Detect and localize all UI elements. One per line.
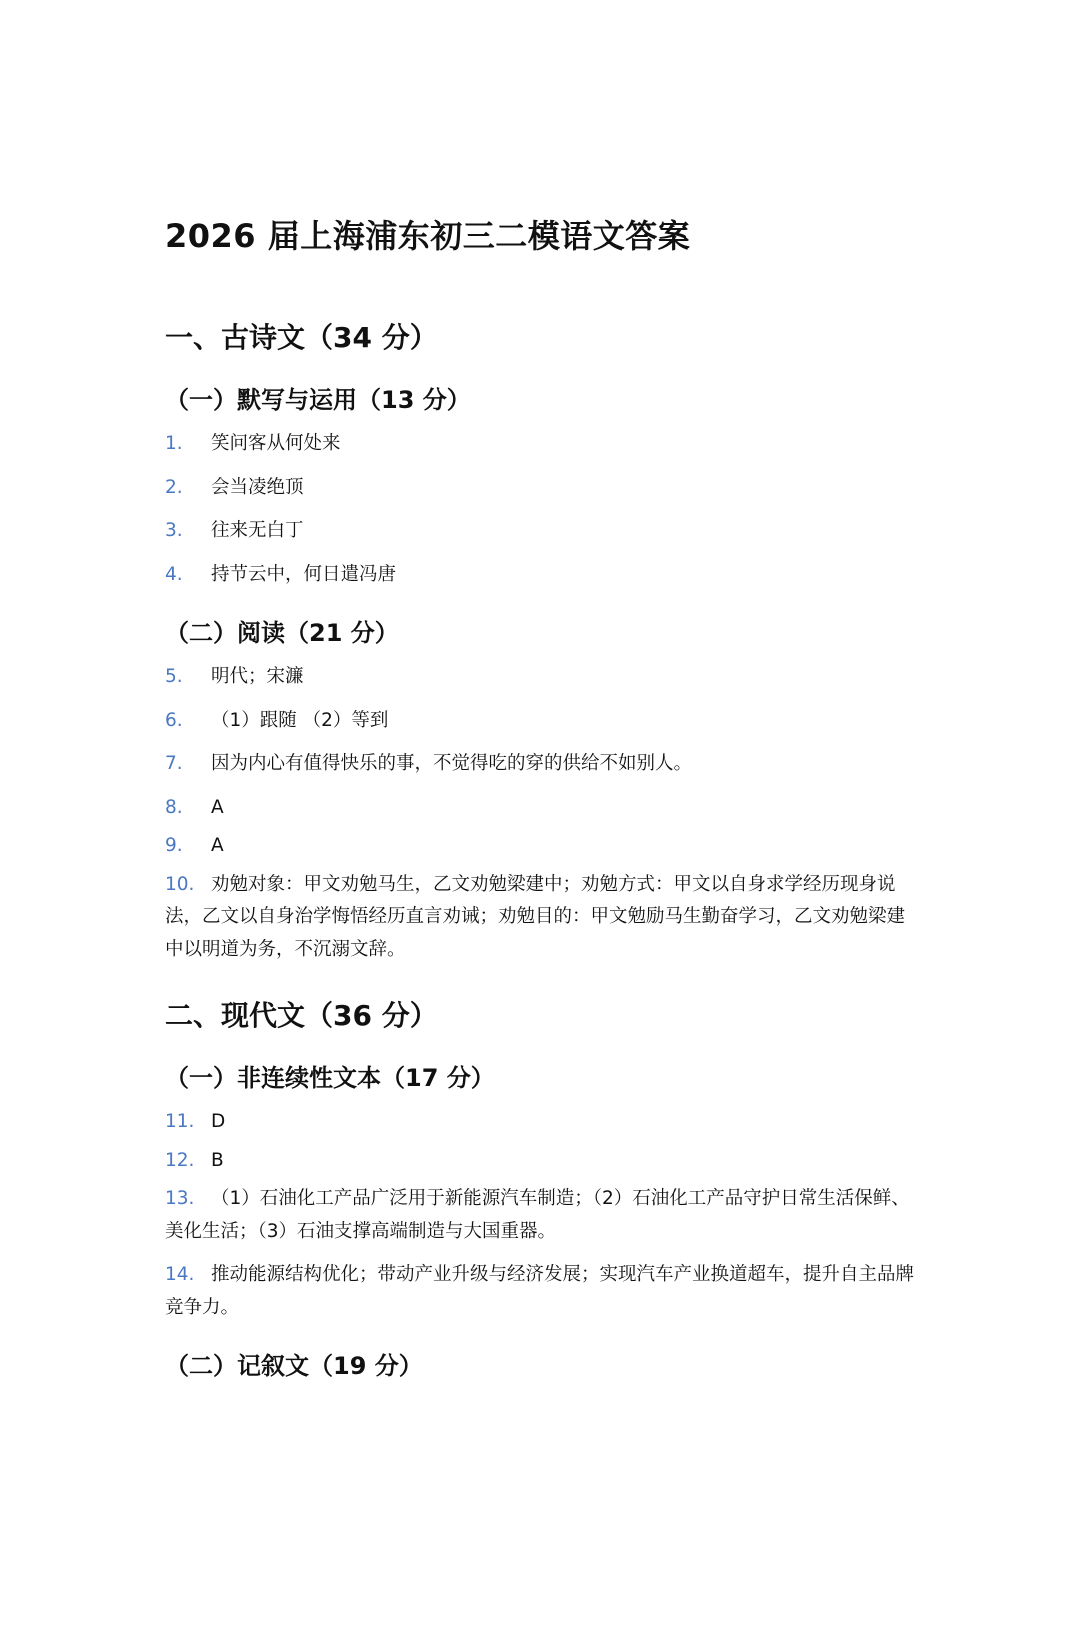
answer-item [165,1183,920,1248]
answer-item [165,1106,920,1139]
answer-text: 会当凌绝顶 [211,476,304,498]
answer-text: 往来无白丁 [211,520,304,541]
answer-number: 7. [165,753,183,774]
answer-number: 13. [165,1188,195,1209]
answer-item [165,748,920,781]
answer-number: 1. [165,433,183,454]
answer-text: A [211,835,224,856]
answer-number: 5. [165,666,183,687]
answer-text: D [211,1111,226,1132]
answer-item [165,515,920,548]
answer-text: 推动能源结构优化；带动产业升级与经济发展；实现汽车产业换道超车，提升自主品牌竞争力。 [165,1264,915,1318]
answer-text: B [211,1149,224,1171]
answer-text: 因为内心有值得快乐的事，不觉得吃的穿的供给不如别人。 [211,753,693,774]
answer-text: 劝勉对象：甲文劝勉马生，乙文劝勉梁建中；劝勉方式：甲文以自身求学经历现身说法，乙文以自身治学悔悟经历直言劝诫；劝勉目的：甲文勉励马生勤奋学习，乙文劝勉梁建中以明道为务，不沉溺文辞。 [165,873,906,960]
answer-item [165,869,920,967]
answer-item [165,792,920,825]
answer-number: 3. [165,520,183,541]
answer-item [165,830,920,863]
answer-text: 笑问客从何处来 [211,433,341,454]
section-title-modern: 二、现代文（36 分） [165,999,438,1032]
answer-list-dictation [165,428,920,591]
answer-number: 6. [165,709,183,731]
answer-item [165,472,920,505]
document-title: 2026 届上海浦东初三二模语文答案 [165,217,691,255]
subsection-title-noncontinuous: （一）非连续性文本（17 分） [165,1064,495,1092]
answer-list-reading [165,661,920,966]
answer-item [165,1145,920,1178]
answer-text: 明代；宋濂 [211,666,304,687]
answer-list-noncontinuous [165,1106,920,1324]
answer-number: 4. [165,563,183,585]
answer-item [165,661,920,694]
subsection-title-reading: （二）阅读（21 分） [165,619,399,647]
section-title-classical: 一、古诗文（34 分） [165,321,438,354]
answer-item [165,559,920,592]
subsection-title-dictation: （一）默写与运用（13 分） [165,386,471,414]
answer-item [165,705,920,738]
answer-number: 12. [165,1149,195,1171]
answer-text: A [211,796,224,818]
answer-number: 8. [165,796,183,818]
subsection-title-narrative: （二）记叙文（19 分） [165,1352,423,1380]
answer-number: 14. [165,1264,195,1285]
answer-item [165,428,920,461]
answer-text: （1）跟随 （2）等到 [211,709,389,731]
answer-item [165,1259,920,1324]
answer-text: 持节云中，何日遣冯唐 [211,563,397,585]
answer-text: （1）石油化工产品广泛用于新能源汽车制造；（2）石油化工产品守护日常生活保鲜、美化生活；（3）石油支撑高端制造与大国重器。 [165,1188,910,1242]
answer-number: 2. [165,476,183,498]
answer-number: 10. [165,873,195,895]
answer-number: 11. [165,1111,195,1132]
answer-number: 9. [165,835,183,856]
